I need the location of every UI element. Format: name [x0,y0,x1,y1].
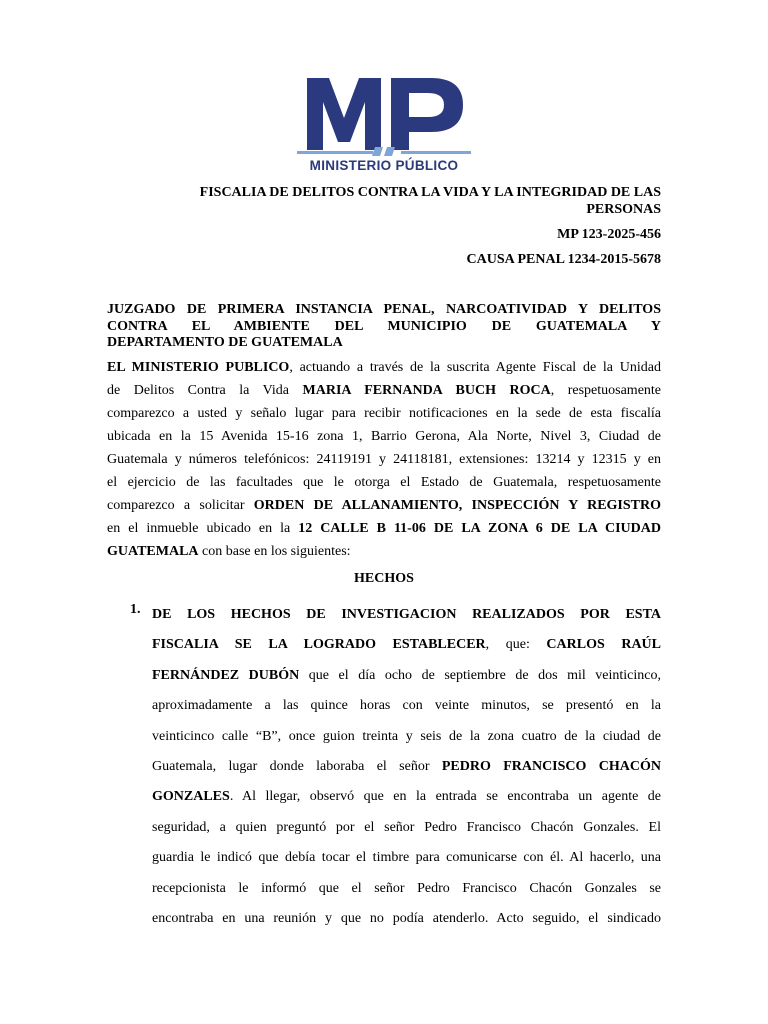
text-line: EL MINISTERIO PUBLICO, actuando a través de la suscrita Agente Fiscal de la Unidad [107,360,661,375]
text-line: FISCALIA SE LA LOGRADO ESTABLECER, que: CARLOS RAÚL [152,637,662,653]
text-line: Guatemala y números telefónicos: 24119191 y 24118181, extensiones: 13214 y 12315 y en [107,452,661,467]
text-line: guardia le indicó que debía tocar el timbre para comunicarse con él. Al hacerlo, una [152,850,661,866]
court-line: DEPARTAMENTO DE GUATEMALA [107,335,343,350]
text-line: el ejercicio de las facultades que le otorga el Estado de Guatemala, respetuosamente [107,475,661,490]
court-addressee [107,302,661,352]
causa-number: CAUSA PENAL 1234-2015-5678 [466,252,661,267]
text-line: veinticinco calle “B”, once guion treinta y seis de la zona cuatro de la ciudad de [152,728,661,744]
mp-logo-mark [295,72,473,158]
court-line: JUZGADO DE PRIMERA INSTANCIA PENAL, NARCOATIVIDAD Y DELITOS [107,302,661,317]
text-line: encontraba en una reunión y que no podía atenderlo. Acto seguido, el sindicado [152,911,661,927]
text-line: DE LOS HECHOS DE INVESTIGACION REALIZADOS POR ESTA [152,607,661,622]
list-number: 1. [130,602,141,617]
text-line: comparezco a usted y señalo lugar para recibir notificaciones en la sede de esta fiscalía [107,406,661,421]
text-line: comparezco a solicitar ORDEN DE ALLANAMIENTO, INSPECCIÓN Y REGISTRO [107,498,661,513]
text-line: Guatemala, lugar donde laboraba el señor PEDRO FRANCISCO CHACÓN [152,759,661,775]
text-line: en el inmueble ubicado en la 12 CALLE B 11-06 DE LA ZONA 6 DE LA CIUDAD [107,521,661,536]
text-line: de Delitos Contra la Vida MARIA FERNANDA BUCH ROCA, respetuosamente [107,383,662,398]
office-title: FISCALIA DE DELITOS CONTRA LA VIDA Y LA INTEGRIDAD DE LAS PERSONAS [199,185,661,217]
section-title: HECHOS [354,571,414,586]
text-line: ubicada en la 15 Avenida 15-16 zona 1, Barrio Gerona, Ala Norte, Nivel 3, Ciudad de [107,429,661,444]
text-line: aproximadamente a las quince horas con veinte minutos, se presentó en la [152,698,661,714]
logo-name: MINISTERIO PÚBLICO [309,158,459,173]
list-item [152,600,661,934]
text-line: seguridad, a quien preguntó por el señor Pedro Francisco Chacón Gonzales. El [152,819,661,835]
text-line: GUATEMALA con base en los siguientes: [107,544,351,559]
ministerio-publico-logo [295,72,473,180]
text-line: GONZALES. Al llegar, observó que en la entrada se encontraba un agente de [152,789,661,805]
intro-paragraph [107,356,661,563]
mp-number: MP 123-2025-456 [557,227,661,242]
text-line: recepcionista le informó que el señor Pedro Francisco Chacón Gonzales se [152,880,661,896]
court-line: CONTRA EL AMBIENTE DEL MUNICIPIO DE GUATEMALA Y [107,318,661,334]
text-line: FERNÁNDEZ DUBÓN que el día ocho de septiembre de dos mil veinticinco, [152,667,661,683]
